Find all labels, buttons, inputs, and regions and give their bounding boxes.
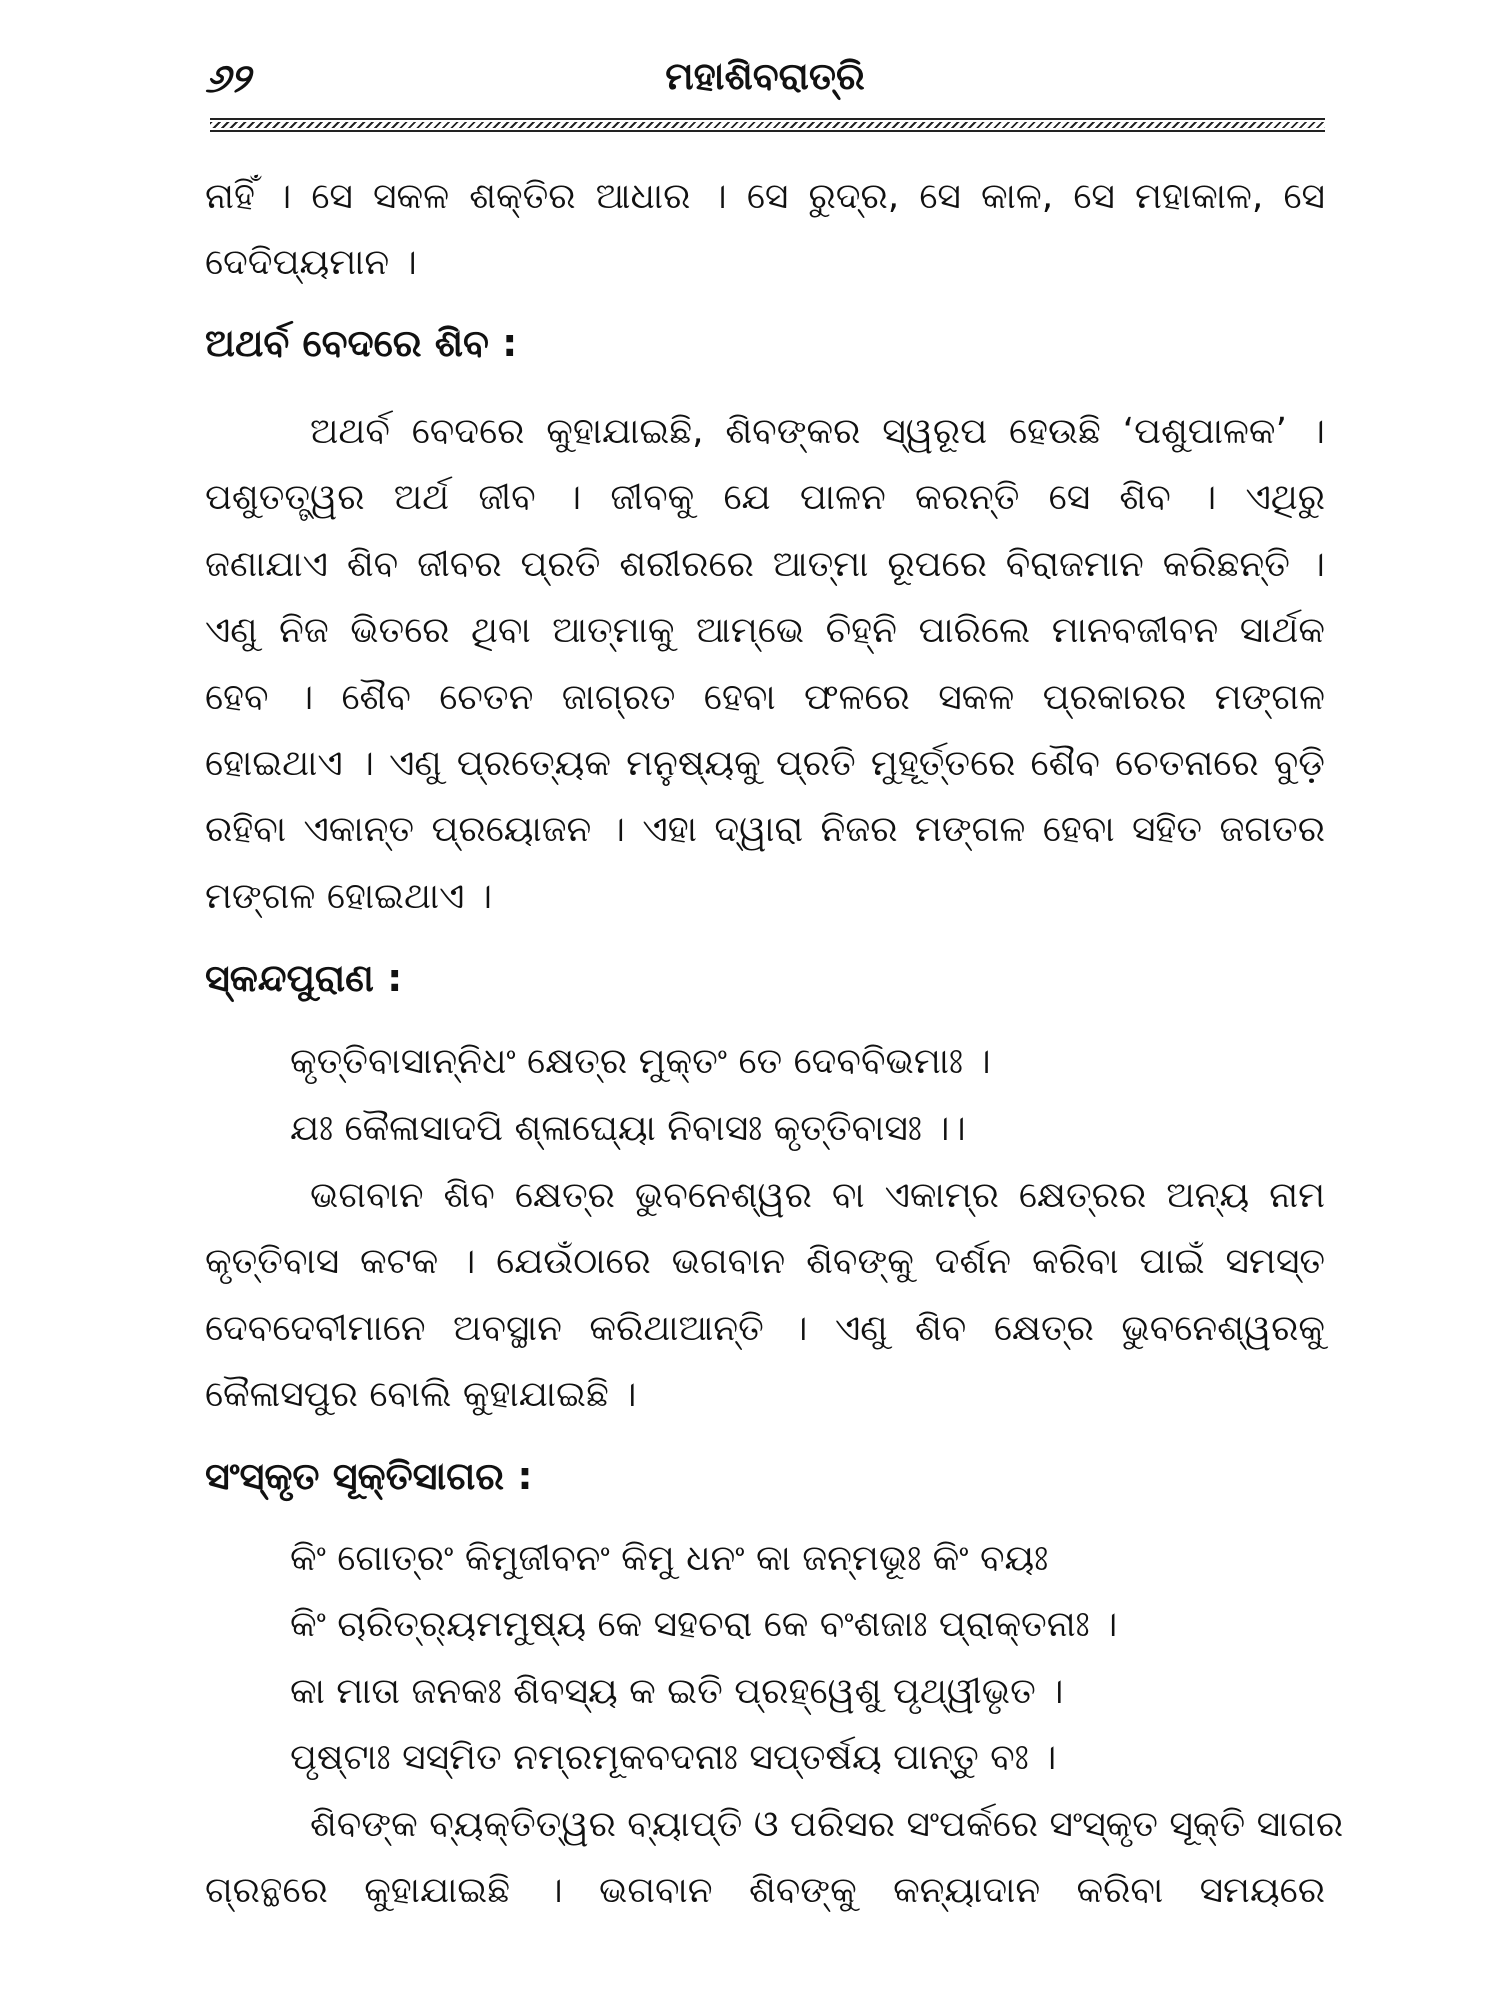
text-line: ମଙ୍ଗଳ ହୋଇଥାଏ । [205, 876, 493, 917]
page-header [205, 48, 1325, 108]
text-line: ନାହିଁ । ସେ ସକଳ ଶକ୍ତିର ଆଧାର । ସେ ରୁଦ୍ର, ସେ କାଳ, ସେ ମହାକାଳ, ସେ [205, 176, 1325, 217]
text-line: ରହିବା ଏକାନ୍ତ ପ୍ରୟୋଜନ । ଏହା ଦ୍ୱାରା ନିଜର ମଙ୍ଗଳ ହେବା ସହିତ ଜଗତର [205, 809, 1325, 850]
header-rule-wave [210, 122, 1325, 128]
section-heading-sanskrit-suktisagara: ସଂସ୍କୃତ ସୂକ୍ତିସାଗର : [205, 1454, 533, 1498]
text-line: ଗ୍ରନ୍ଥରେ କୁହାଯାଇଛି । ଭଗବାନ ଶିବଙ୍କୁ କନ୍ୟାଦାନ କରିବା ସମୟରେ [205, 1870, 1325, 1911]
verse-line: ପୃଷ୍ଟାଃ ସସ୍ମିତ ନମ୍ରମୂକବଦନାଃ ସପ୍ତର୍ଷୟ ପାନ୍ତୁ ବଃ । [290, 1737, 1057, 1778]
text-line: ଶିବଙ୍କ ବ୍ୟକ୍ତିତ୍ୱର ବ୍ୟାପ୍ତି ଓ ପରିସର ସଂପର୍କରେ ସଂସ୍କୃତ ସୂକ୍ତି ସାଗର [310, 1804, 1344, 1845]
section-heading-skanda-purana: ସ୍କନ୍ଦପୁରାଣ : [205, 956, 403, 1000]
verse-line: କିଂ ଚାରିତ୍ର୍ୟମମୁଷ୍ୟ କେ ସହଚରା କେ ବଂଶଜାଃ ପ୍ରାକ୍ତନାଃ । [290, 1604, 1118, 1645]
text-line: ହେବ । ଶୈବ ଚେତନ ଜାଗ୍ରତ ହେବା ଫଳରେ ସକଳ ପ୍ରକାରର ମଙ୍ଗଳ [205, 677, 1325, 718]
text-line: ଦେବଦେବୀମାନେ ଅବସ୍ଥାନ କରିଥାଆନ୍ତି । ଏଣୁ ଶିବ କ୍ଷେତ୍ର ଭୁବନେଶ୍ୱରକୁ [205, 1308, 1325, 1349]
text-line: ଜଣାଯାଏ ଶିବ ଜୀବର ପ୍ରତି ଶରୀରରେ ଆତ୍ମା ରୂପରେ ବିରାଜମାନ କରିଛନ୍ତି । [205, 544, 1325, 585]
header-rule [210, 118, 1325, 132]
header-rule-top-line [210, 118, 1325, 120]
text-line: ଦେଦିପ୍ୟମାନ । [205, 242, 417, 283]
text-line: କୈଳାସପୁର ବୋଲି କୁହାଯାଇଛି । [205, 1374, 637, 1415]
text-line: ଭଗବାନ ଶିବ କ୍ଷେତ୍ର ଭୁବନେଶ୍ୱର ବା ଏକାମ୍ର କ୍ଷେତ୍ରର ଅନ୍ୟ ନାମ [310, 1175, 1325, 1216]
page-number: ୬୨ [205, 56, 251, 102]
text-line: ହୋଇଥାଏ । ଏଣୁ ପ୍ରତ୍ୟେକ ମନୁଷ୍ୟକୁ ପ୍ରତି ମୁହୂର୍ତ୍ତରେ ଶୈବ ଚେତନାରେ ବୁଡ଼ି [205, 743, 1325, 784]
verse-line: ଯଃ କୈଳାସାଦପି ଶ୍ଳାଘ୍ୟୋ ନିବାସଃ କୃତ୍ତିବାସଃ ।। [290, 1108, 966, 1149]
section-heading-atharva-veda: ଅଥର୍ବ ବେଦରେ ଶିବ : [205, 321, 518, 365]
text-line: ଅଥର୍ବ ବେଦରେ କୁହାଯାଇଛି, ଶିବଙ୍କର ସ୍ୱରୂପ ହେଉଛି ‘ପଶୁପାଳକ’ । [310, 411, 1325, 452]
running-title: ମହାଶିବରାତ୍ରି [665, 54, 865, 98]
verse-line: କା ମାତା ଜନକଃ ଶିବସ୍ୟ କ ଇତି ପ୍ରହ୍ୱେଶୁ ପୃଥ୍ୱୀଭୃତ । [290, 1671, 1064, 1712]
header-rule-bottom-line [210, 130, 1325, 132]
text-line: ପଶୁତତ୍ତ୍ୱର ଅର୍ଥ ଜୀବ । ଜୀବକୁ ଯେ ପାଳନ କରନ୍ତି ସେ ଶିବ । ଏଥିରୁ [205, 477, 1325, 518]
text-line: କୃତ୍ତିବାସ କଟକ । ଯେଉଁଠାରେ ଭଗବାନ ଶିବଙ୍କୁ ଦର୍ଶନ କରିବା ପାଇଁ ସମସ୍ତ [205, 1241, 1325, 1282]
verse-line: କୃତ୍ତିବାସାନ୍ନିଧଂ କ୍ଷେତ୍ର ମୁକ୍ତଂ ତେ ଦେବବିଭମାଃ । [290, 1041, 991, 1082]
text-line: ଏଣୁ ନିଜ ଭିତରେ ଥିବା ଆତ୍ମାକୁ ଆମ୍ଭେ ଚିହ୍ନି ପାରିଲେ ମାନବଜୀବନ ସାର୍ଥକ [205, 610, 1325, 651]
verse-line: କିଂ ଗୋତ୍ରଂ କିମୁଜୀବନଂ କିମୁ ଧନଂ କା ଜନ୍ମଭୂଃ କିଂ ବୟଃ [290, 1538, 1049, 1579]
